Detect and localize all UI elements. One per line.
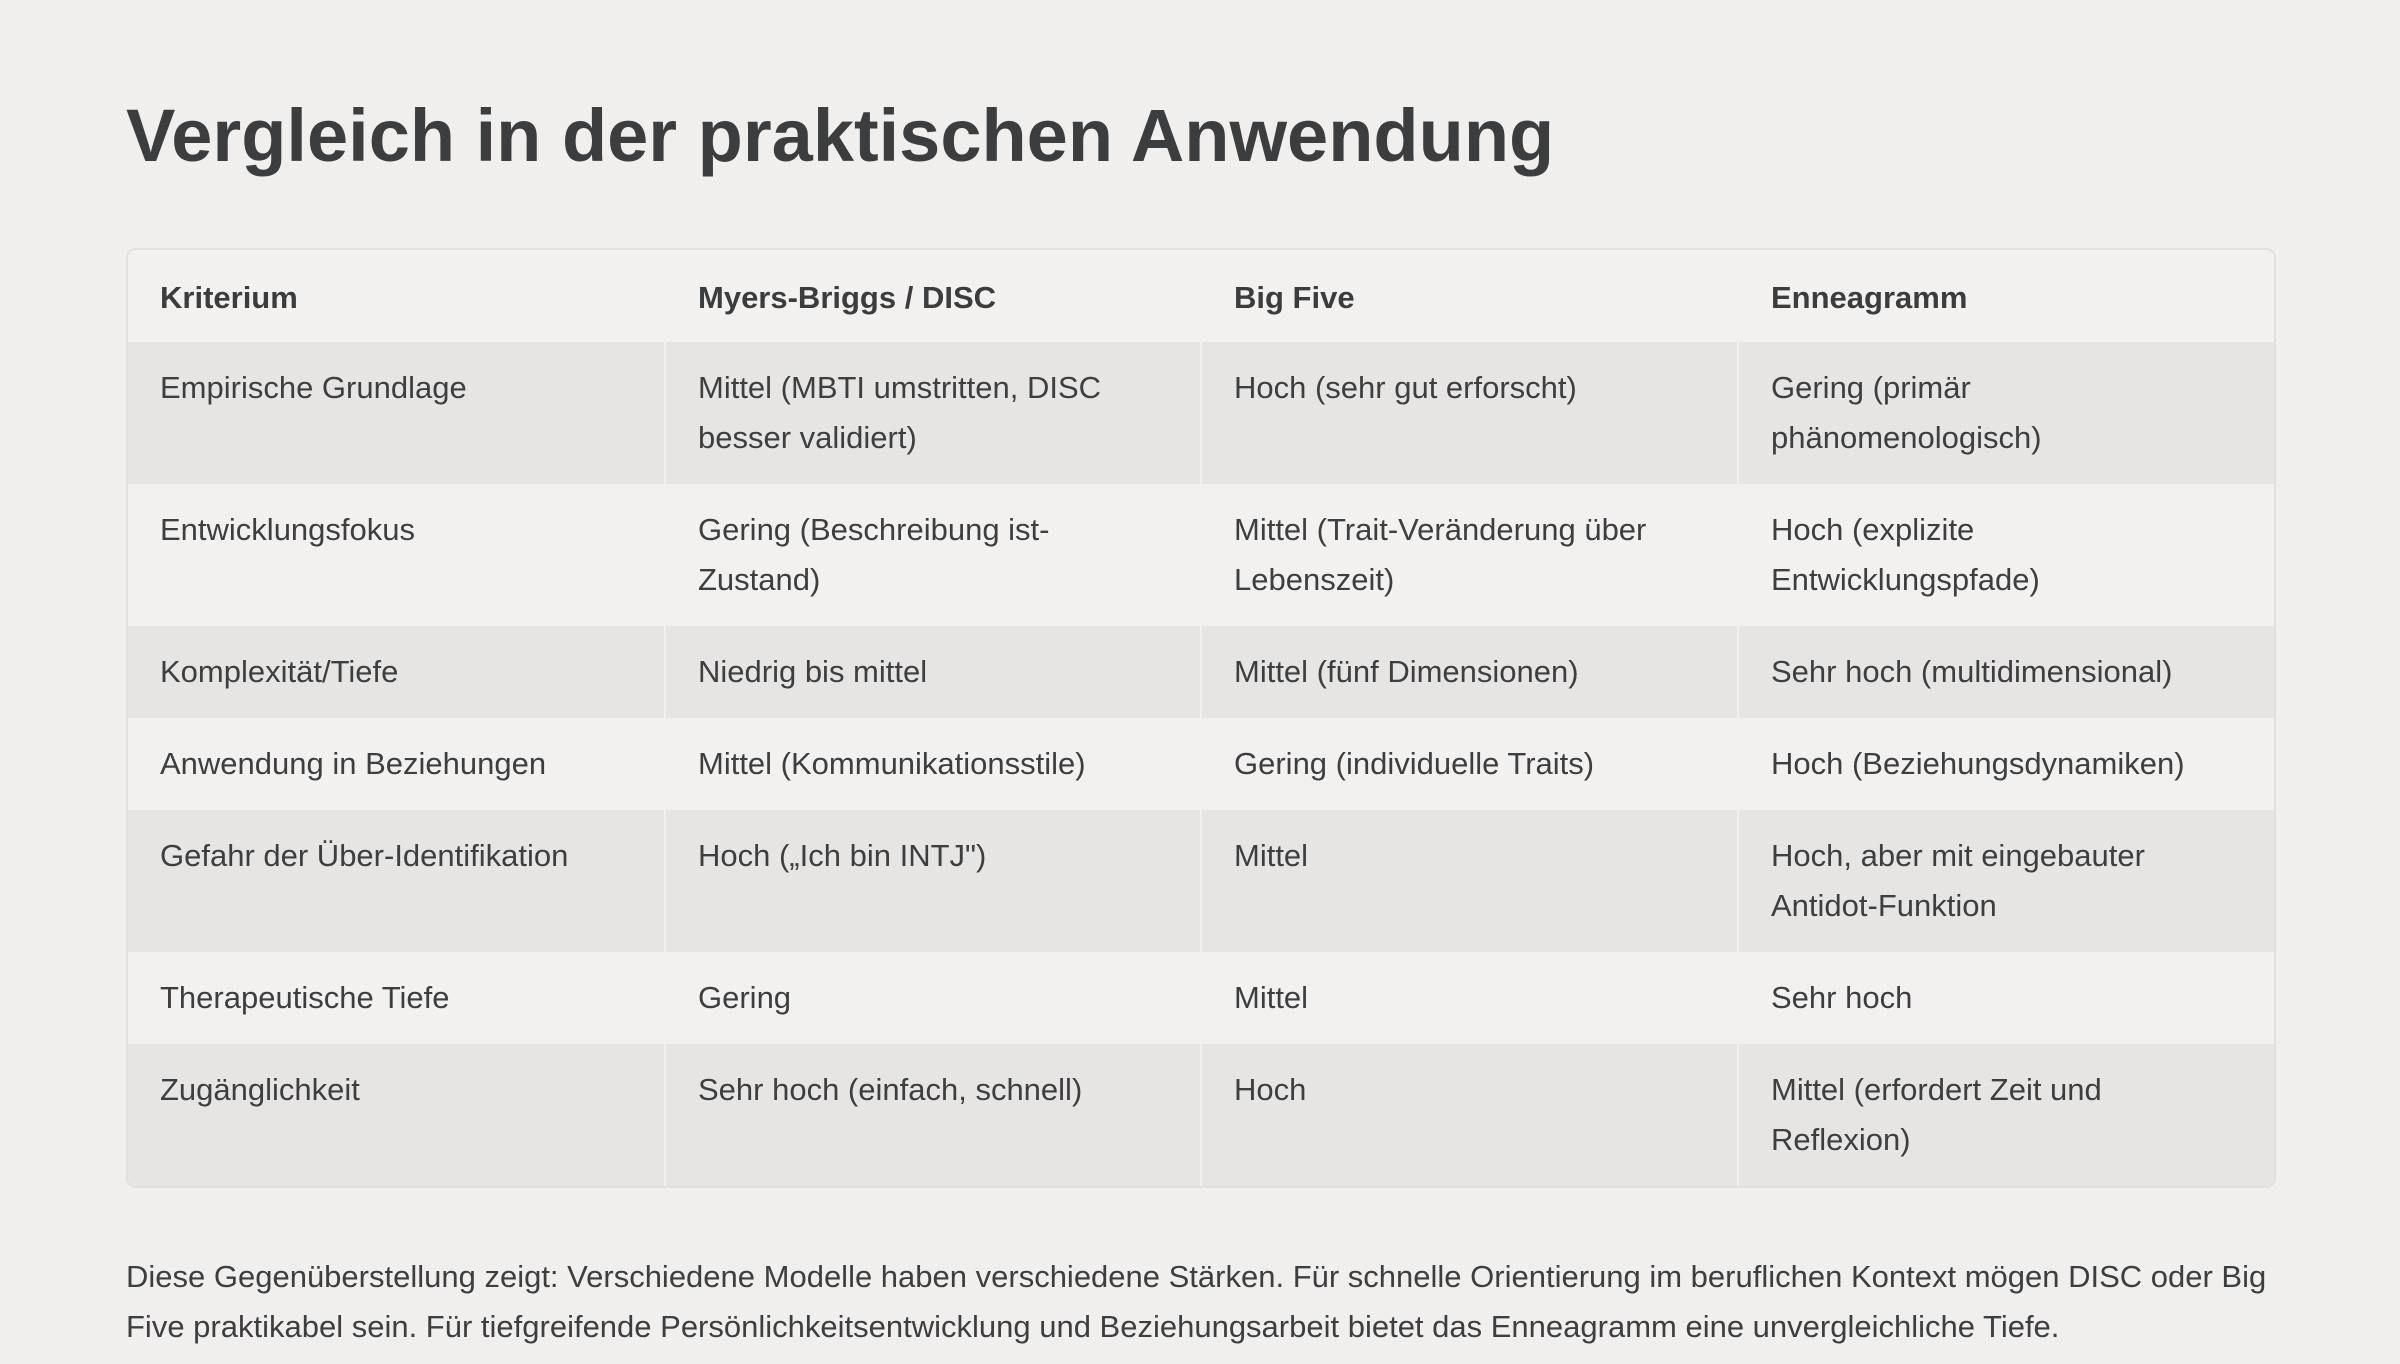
table-row xyxy=(128,810,2274,952)
cell-big-five: Hoch xyxy=(1201,1044,1738,1186)
table-row xyxy=(128,342,2274,484)
cell-myers-briggs-disc: Gering xyxy=(665,952,1201,1044)
cell-big-five: Mittel xyxy=(1201,952,1738,1044)
summary-paragraph: Diese Gegenüberstellung zeigt: Verschiedene Modelle haben verschiedene Stärken. Für schnelle Orientierung im beruflichen Kontext mögen DISC oder Big Five praktikabel sein. Für tiefgreifende Persönlichkeitsentwicklung und Beziehungsarbeit bietet das Enneagramm eine unvergleichliche Tiefe. xyxy=(126,1259,2267,1344)
row-label: Therapeutische Tiefe xyxy=(128,952,665,1044)
cell-myers-briggs-disc: Niedrig bis mittel xyxy=(665,626,1201,718)
cell-enneagramm: Hoch, aber mit eingebauter Antidot-Funktion xyxy=(1738,810,2274,952)
cell-myers-briggs-disc: Gering (Beschreibung ist-Zustand) xyxy=(665,484,1201,626)
table-row xyxy=(128,1044,2274,1186)
row-label: Zugänglichkeit xyxy=(128,1044,665,1186)
comparison-table-container xyxy=(126,248,2276,1188)
cell-myers-briggs-disc: Sehr hoch (einfach, schnell) xyxy=(665,1044,1201,1186)
cell-big-five: Mittel (Trait-Veränderung über Lebenszeit) xyxy=(1201,484,1738,626)
cell-enneagramm: Sehr hoch (multidimensional) xyxy=(1738,626,2274,718)
cell-myers-briggs-disc: Hoch („Ich bin INTJ") xyxy=(665,810,1201,952)
header-enneagramm: Enneagramm xyxy=(1738,250,2274,342)
header-big-five: Big Five xyxy=(1201,250,1738,342)
cell-enneagramm: Gering (primär phänomenologisch) xyxy=(1738,342,2274,484)
cell-big-five: Hoch (sehr gut erforscht) xyxy=(1201,342,1738,484)
header-myers-briggs-disc: Myers-Briggs / DISC xyxy=(665,250,1201,342)
row-label: Empirische Grundlage xyxy=(128,342,665,484)
cell-myers-briggs-disc: Mittel (Kommunikationsstile) xyxy=(665,718,1201,810)
row-label: Entwicklungsfokus xyxy=(128,484,665,626)
cell-big-five: Mittel (fünf Dimensionen) xyxy=(1201,626,1738,718)
cell-big-five: Mittel xyxy=(1201,810,1738,952)
page-title: Vergleich in der praktischen Anwendung xyxy=(126,94,1555,177)
row-label: Anwendung in Beziehungen xyxy=(128,718,665,810)
header-kriterium: Kriterium xyxy=(128,250,665,342)
row-label: Komplexität/Tiefe xyxy=(128,626,665,718)
table-row xyxy=(128,718,2274,810)
cell-myers-briggs-disc: Mittel (MBTI umstritten, DISC besser validiert) xyxy=(665,342,1201,484)
cell-enneagramm: Sehr hoch xyxy=(1738,952,2274,1044)
cell-big-five: Gering (individuelle Traits) xyxy=(1201,718,1738,810)
cell-enneagramm: Hoch (Beziehungsdynamiken) xyxy=(1738,718,2274,810)
page-content xyxy=(126,80,2274,1344)
row-label: Gefahr der Über-Identifikation xyxy=(128,810,665,952)
table-row xyxy=(128,952,2274,1044)
table-row xyxy=(128,626,2274,718)
comparison-table xyxy=(128,250,2274,1186)
table-header-row xyxy=(128,250,2274,342)
cell-enneagramm: Mittel (erfordert Zeit und Reflexion) xyxy=(1738,1044,2274,1186)
table-row xyxy=(128,484,2274,626)
cell-enneagramm: Hoch (explizite Entwicklungspfade) xyxy=(1738,484,2274,626)
